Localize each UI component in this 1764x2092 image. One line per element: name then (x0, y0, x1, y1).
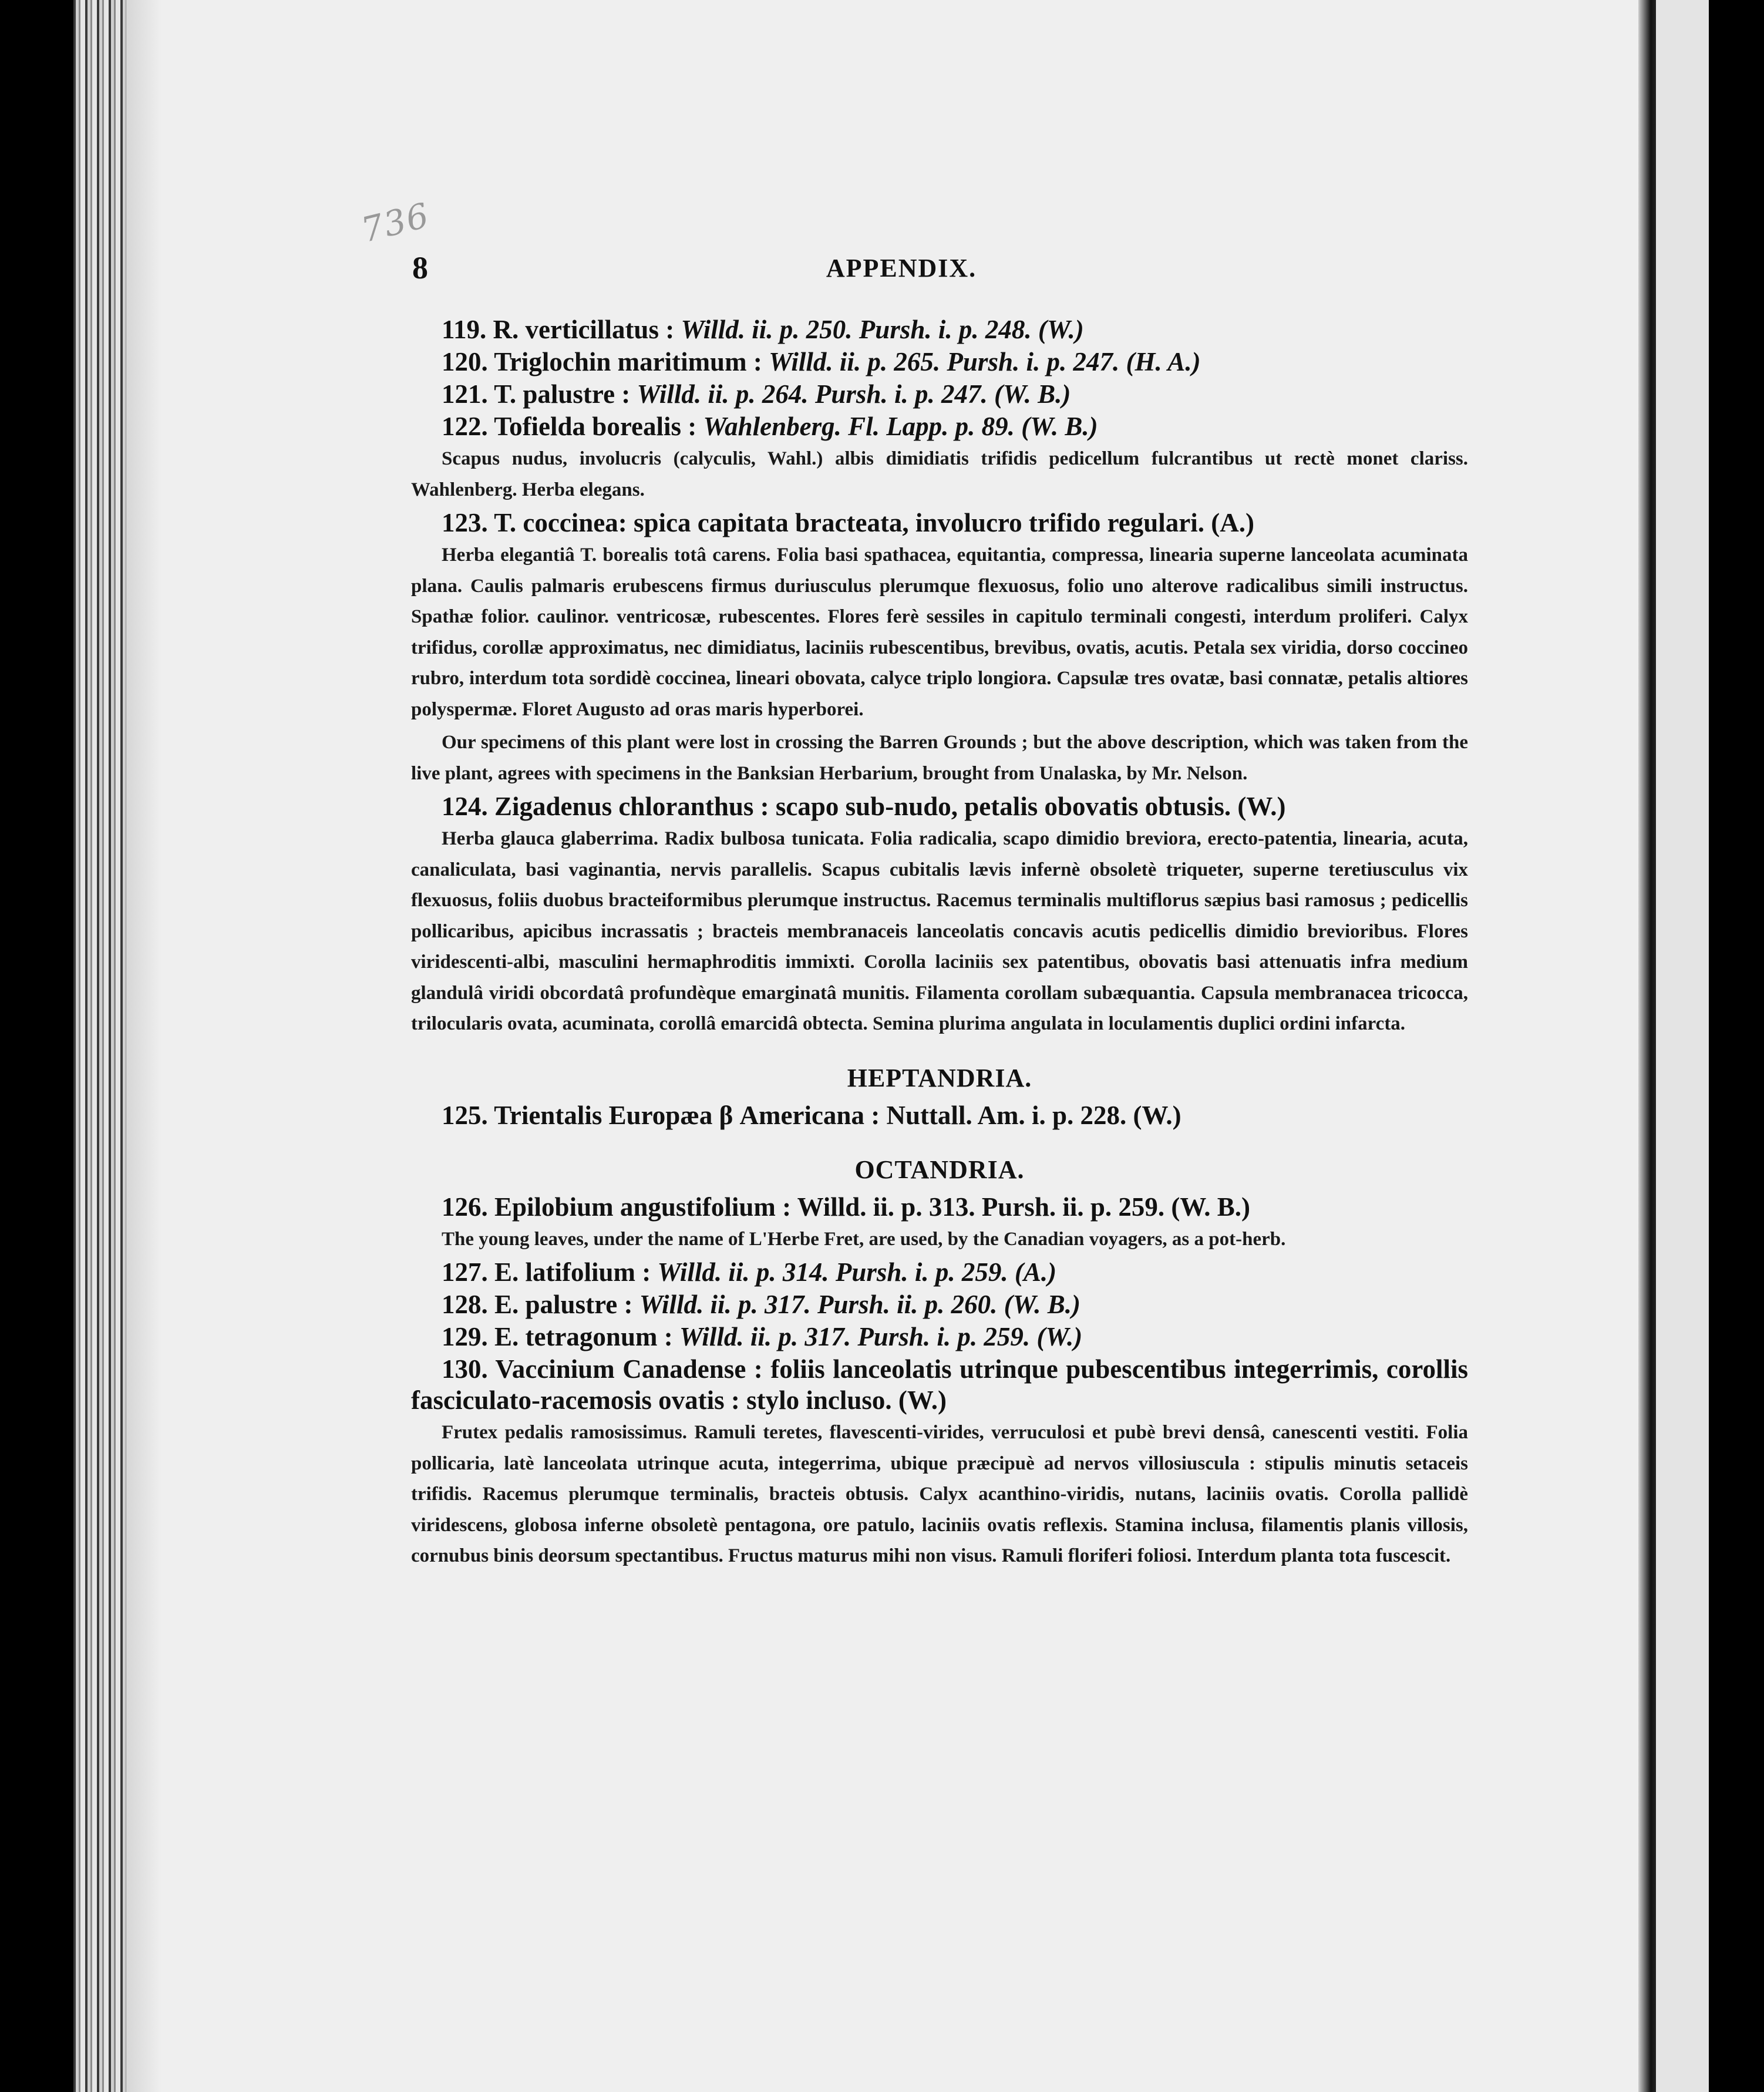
entry-122: 122. Tofielda borealis : Wahlenberg. Fl. Lapp. p. 89. (W. B.) (442, 412, 1098, 441)
entry-127: 127. E. latifolium : Willd. ii. p. 314. Pursh. i. p. 259. (A.) (442, 1257, 1057, 1287)
section-heading-heptandria: HEPTANDRIA. (847, 1063, 1032, 1092)
entry-124: 124. Zigadenus chloranthus : scapo sub-nudo, petalis obovatis obtusis. (W.) (442, 792, 1286, 821)
note-123: Our specimens of this plant were lost in crossing the Barren Grounds ; but the above description, which was taken from the live plant, agrees with specimens in the Banksian Herbarium, brought from Unalaska, by Mr. Nelson. (411, 732, 1468, 784)
entry-120: 120. Triglochin maritimum : Willd. ii. p. 265. Pursh. i. p. 247. (H. A.) (442, 347, 1201, 376)
entry-126: 126. Epilobium angustifolium : Willd. ii. p. 313. Pursh. ii. p. 259. (W. B.) (442, 1192, 1250, 1222)
page-number: 8 (412, 250, 428, 285)
description-126: The young leaves, under the name of L'Herbe Fret, are used, by the Canadian voyagers, as a pot-herb. (442, 1228, 1286, 1250)
entry-121: 121. T. palustre : Willd. ii. p. 264. Pursh. i. p. 247. (W. B.) (442, 379, 1071, 409)
section-heading-octandria: OCTANDRIA. (854, 1155, 1025, 1184)
description-130: Frutex pedalis ramosissimus. Ramuli teretes, flavescenti-virides, verruculosi et pubè brevi densâ, canescenti vestiti. Folia pollicaria, latè lanceolata utrinque acuta, integerrima, ubique præcipuè ad nervos villosiuscula : stipulis minutis setaceis trifidis. Racemus plerumque terminalis, bracteis obtusis. Calyx acanthino-viridis, nutans, laciniis ovatis. Corolla pallidè viridescens, globosa inferne obsoletè pentagona, ore patulo, laciniis ovatis reflexis. Stamina inclusa, filamentis planis villosis, cornubus binis deorsum spectantibus. Fructus maturus mihi non visus. Ramuli floriferi foliosi. Interdum planta tota fuscescit. (411, 1422, 1468, 1566)
next-page-edge (1638, 0, 1656, 2092)
page-content (411, 314, 1468, 1574)
handwritten-note: 736 (357, 194, 434, 251)
next-page (1656, 0, 1709, 2092)
gutter-shadow (126, 0, 161, 2092)
entry-128: 128. E. palustre : Willd. ii. p. 317. Pursh. ii. p. 260. (W. B.) (442, 1290, 1081, 1319)
entry-119: 119. R. verticillatus : Willd. ii. p. 250. Pursh. i. p. 248. (W.) (442, 315, 1084, 344)
description-124: Herba glauca glaberrima. Radix bulbosa tunicata. Folia radicalia, scapo dimidio breviora, erecto-patentia, linearia, acuta, canaliculata, basi vaginantia, nervis parallelis. Scapus cubitalis lævis infernè obsoletè triqueter, superne teretiusculus vix flexuosus, foliis duobus bracteiformibus plerumque instructus. Racemus terminalis multiflorus sæpius basi ramosus ; pedicellis pollicaribus, apicibus incrassatis ; bracteis membranaceis lanceolatis concavis acutis pedicellis dimidio brevioribus. Flores viridescenti-albi, masculini hermaphroditis immixti. Corolla laciniis sex patentibus, obovatis basi attenuatis infra medium glandulâ viridi obcordatâ profundèque emarginatâ munitis. Filamenta corollam subæquantia. Capsula membranacea tricocca, trilocularis ovata, acuminata, corollâ emarcidâ obtecta. Semina plurima angulata in loculamentis duplici ordini infarcta. (411, 828, 1468, 1034)
description-123: Herba elegantiâ T. borealis totâ carens. Folia basi spathacea, equitantia, compressa, linearia superne lanceolata acuminata plana. Caulis palmaris erubescens firmus duriusculus plerumque flexuosus, folio uno alterove radicalibus simili instructus. Spathæ folior. caulinor. ventricosæ, rubescentes. Flores ferè sessiles in capitulo terminali congesti, interdum proliferi. Calyx trifidus, corollæ approximatus, nec dimidiatus, laciniis rubescentibus, brevibus, ovatis, acutis. Petala sex viridia, dorso coccineo rubro, interdum tota sordidè coccinea, lineari obovata, calyce triplo longiora. Capsulæ tres ovatæ, basi connatæ, petalis altiores polyspermæ. Floret Augusto ad oras maris hyperborei. (411, 544, 1468, 720)
entry-129: 129. E. tetragonum : Willd. ii. p. 317. Pursh. i. p. 259. (W.) (442, 1322, 1083, 1351)
binding-gutter (73, 0, 126, 2092)
entry-130: 130. Vaccinium Canadense : foliis lanceolatis utrinque pubescentibus integerrimis, corollis fasciculato-racemosis ovatis : stylo incluso. (W.) (411, 1354, 1469, 1415)
entry-123: 123. T. coccinea: spica capitata bracteata, involucro trifido regulari. (A.) (442, 508, 1254, 537)
book-page (73, 0, 1656, 2092)
running-head: APPENDIX. (826, 254, 977, 282)
description-122: Scapus nudus, involucris (calyculis, Wahl.) albis dimidiatis trifidis pedicellum fulcrantibus ut rectè monet clariss. Wahlenberg. Herba elegans. (411, 448, 1468, 500)
entry-125: 125. Trientalis Europæa β Americana : Nuttall. Am. i. p. 228. (W.) (442, 1100, 1181, 1130)
